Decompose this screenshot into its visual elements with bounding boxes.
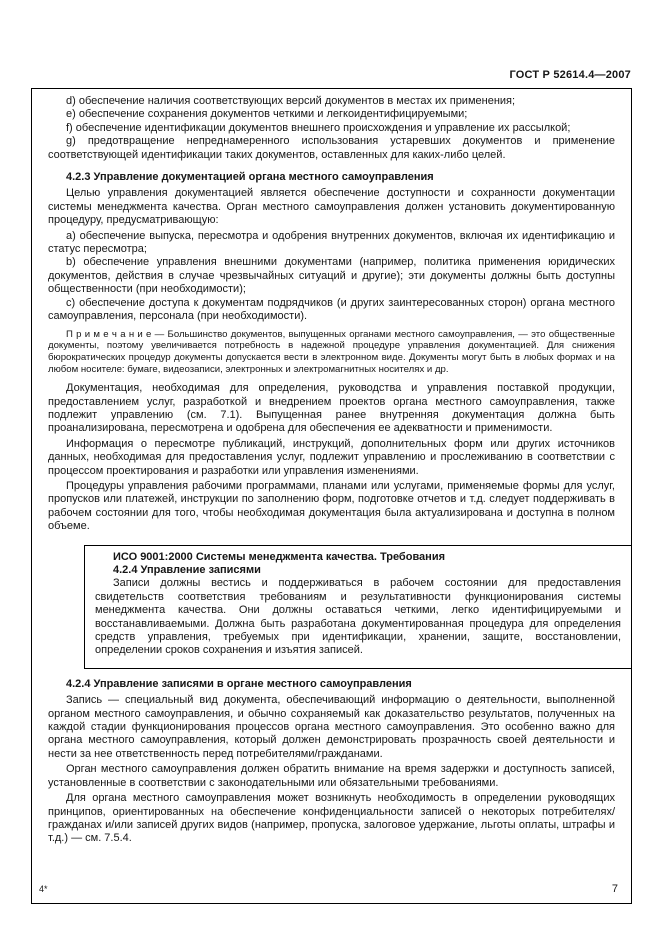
paragraph: Запись — специальный вид документа, обеспечивающий информацию о деятельности, выполненной органом местного самоуправления, и обычно сохраняемый как доказательство результатов, полученных на каждой стадии функционирования процессов органа местного самоуправления. Это особенно важно для органа местного самоуправления, который должен демонстрировать прозрачность своей деятельности и нести за нее ответственность перед потребителями/гражданами. [48,694,615,760]
list-item-b: b) обеспечение управления внешними документами (например, политика применения юридических документов, действия в случае чрезвычайных ситуаций и другие); эти документы должны быть доступны общественности (при необходимости); [48,256,615,296]
paragraph: Информация о пересмотре публикаций, инструкций, дополнительных форм или других источников данных, необходимая для предоставления услуг, подлежит управлению и прослеживанию в соответствии с процессом проектирования и разработки или управления изменениями. [48,437,615,477]
doc-code: ГОСТ Р 52614.4—2007 [509,69,631,81]
list-item-a: a) обеспечение выпуска, пересмотра и одобрения внутренних документов, включая их идентификацию и статус пересмотра; [48,229,615,256]
list-item-e: e) обеспечение сохранения документов четкими и легкоидентифицируемыми; [66,108,468,121]
iso-quote-box [84,545,632,669]
paragraph: Орган местного самоуправления должен обратить внимание на время задержки и доступность записей, установленные в соответствии с законодательными или обязательными требованиями. [48,763,615,789]
iso-box-heading: 4.2.4 Управление записями [113,564,261,576]
heading-4-2-3: 4.2.3 Управление документацией органа местного самоуправления [66,171,434,184]
heading-4-2-4: 4.2.4 Управление записями в органе местного самоуправления [66,677,412,690]
note-paragraph: П р и м е ч а н и е — Большинство документов, выпущенных органами местного самоуправления, — это общественные документы, поэтому увеличивается потребность в надежной процедуре управления документацией. Для снижения бюрократических процедур документы допускается вести в электронном виде. Документы могут быть в любых формах и на любом носителе: бумаге, видеозаписи, электронных и электромагнитных носителях и др. [48,328,615,376]
page-number: 7 [611,883,618,895]
list-item-g: g) предотвращение непреднамеренного использования устаревших документов и применение соответствующей идентификации таких документов, оставленных для каких-либо целей. [48,135,615,161]
iso-box-text: Записи должны вестись и поддерживаться в рабочем состоянии для предоставления свидетельств соответствия требованиям и результативности функционирования системы менеджмента качества. Они должны оставаться четкими, легко идентифицируемыми и восстанавливаемыми. Должна быть разработана документированная процедура для определения средств управления, требуемых при идентификации, хранении, защите, восстановлении, определении сроков сохранения и изъятия записей. [95,577,621,657]
list-item-c: c) обеспечение доступа к документам подрядчиков (и других заинтересованных сторон) органа местного самоуправления, персонала (при необходимости). [48,296,615,323]
iso-box-title: ИСО 9001:2000 Системы менеджмента качества. Требования [113,550,446,563]
paragraph: Процедуры управления рабочими программами, планами или услугами, применяемые формы для услуг, пропусков или платежей, инструкции по заполнению форм, подготовке отчетов и т.д. следует поддерживать в рабочем состоянии для того, чтобы необходимая документация была актуализирована и доступна в полном объеме. [48,479,615,533]
list-item-f: f) обеспечение идентификации документов внешнего происхождения и управление их рассылкой; [66,121,571,134]
page-frame [31,88,632,904]
paragraph: Документация, необходимая для определения, руководства и управления поставкой продукции, предоставлением услуг, разработкой и внедрением проектов органа местного самоуправления, также подлежит управлению (см. 7.1). Выпущенная ранее внутренняя документация должна быть проанализирована, пересмотрена и одобрена для обеспечения ее адекватности и применимости. [48,382,615,435]
list-item-d: d) обеспечение наличия соответствующих версий документов в местах их применения; [66,95,516,107]
paragraph: Целью управления документацией является обеспечение доступности и сохранности документации системы менеджмента качества. Орган местного самоуправления должен установить документированную процедуру, предусматривающую: [48,187,615,227]
footer-signature-mark: 4* [39,884,48,894]
paragraph: Для органа местного самоуправления может возникнуть необходимость в определении руководящих принципов, ориентированных на обеспечение конфиденциальности записей о некоторых потребителях/гражданах и/или записей других видов (например, пропуска, залоговое удержание, льготы оплаты, штрафы и т.д.) — см. 7.5.4. [48,792,615,845]
